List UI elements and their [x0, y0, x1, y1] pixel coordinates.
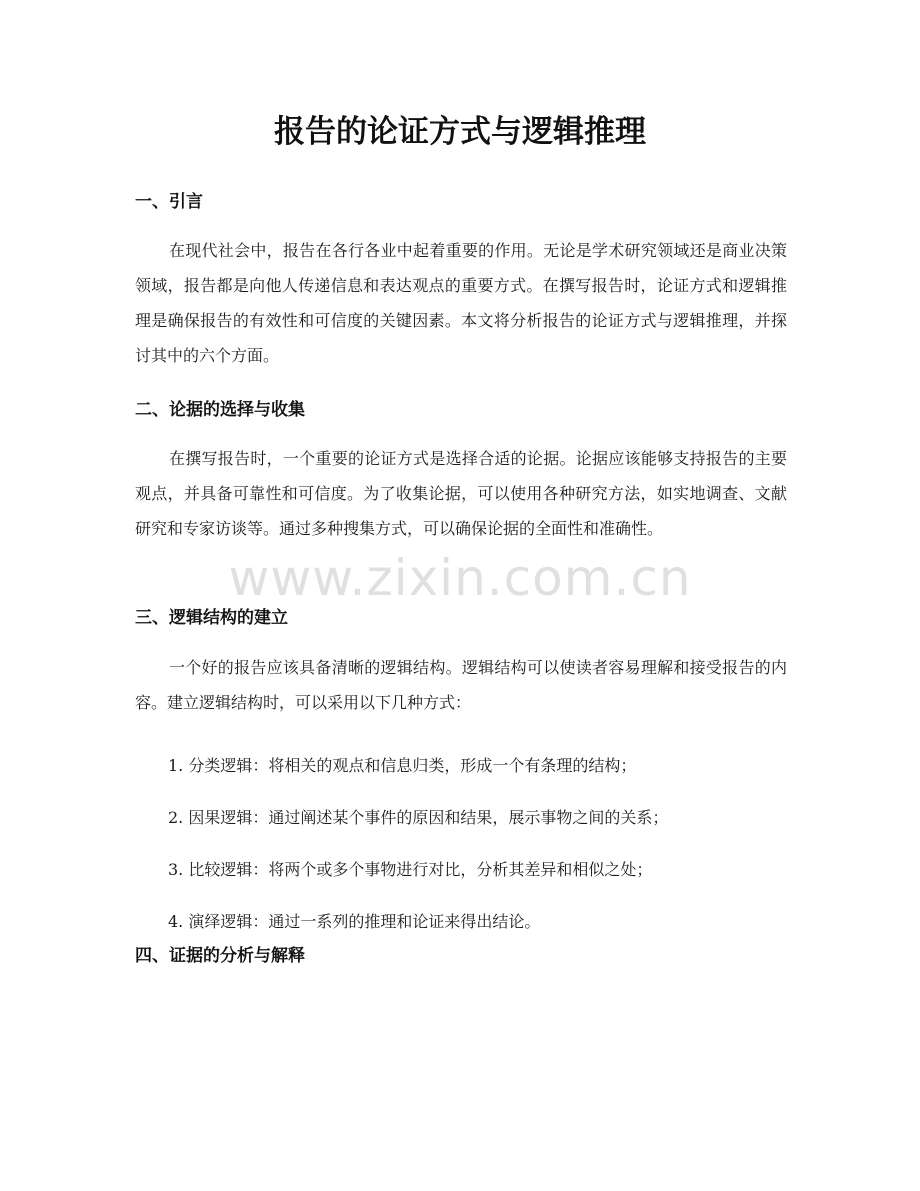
section-heading-introduction: 一、引言	[135, 192, 203, 212]
list-item: 1. 分类逻辑：将相关的观点和信息归类，形成一个有条理的结构；	[168, 756, 637, 775]
list-item: 3. 比较逻辑：将两个或多个事物进行对比，分析其差异和相似之处；	[168, 860, 653, 879]
document-title: 报告的论证方式与逻辑推理	[274, 114, 646, 150]
list-item: 4. 演绎逻辑：通过一系列的推理和论证来得出结论。	[168, 912, 541, 931]
watermark-text: www.zixin.com.cn	[228, 549, 692, 607]
section-heading-evidence-analysis: 四、证据的分析与解释	[135, 946, 305, 966]
list-item: 2. 因果逻辑：通过阐述某个事件的原因和结果，展示事物之间的关系；	[168, 808, 669, 827]
section-heading-logical-structure: 三、逻辑结构的建立	[135, 608, 288, 628]
section-paragraph-introduction: 在现代社会中，报告在各行各业中起着重要的作用。无论是学术研究领域还是商业决策领域，报告都是向他人传递信息和表达观点的重要方式。在撰写报告时，论证方式和逻辑推理是确保报告的有效性和可信度的关键因素。本文将分析报告的论证方式与逻辑推理，并探讨其中的六个方面。	[135, 241, 787, 365]
section-paragraph-logical-structure: 一个好的报告应该具备清晰的逻辑结构。逻辑结构可以使读者容易理解和接受报告的内容。建立逻辑结构时，可以采用以下几种方式：	[135, 658, 787, 712]
section-heading-evidence-selection: 二、论据的选择与收集	[135, 400, 305, 420]
section-paragraph-evidence-selection: 在撰写报告时，一个重要的论证方式是选择合适的论据。论据应该能够支持报告的主要观点，并具备可靠性和可信度。为了收集论据，可以使用各种研究方法，如实地调查、文献研究和专家访谈等。通过多种搜集方式，可以确保论据的全面性和准确性。	[135, 449, 787, 538]
